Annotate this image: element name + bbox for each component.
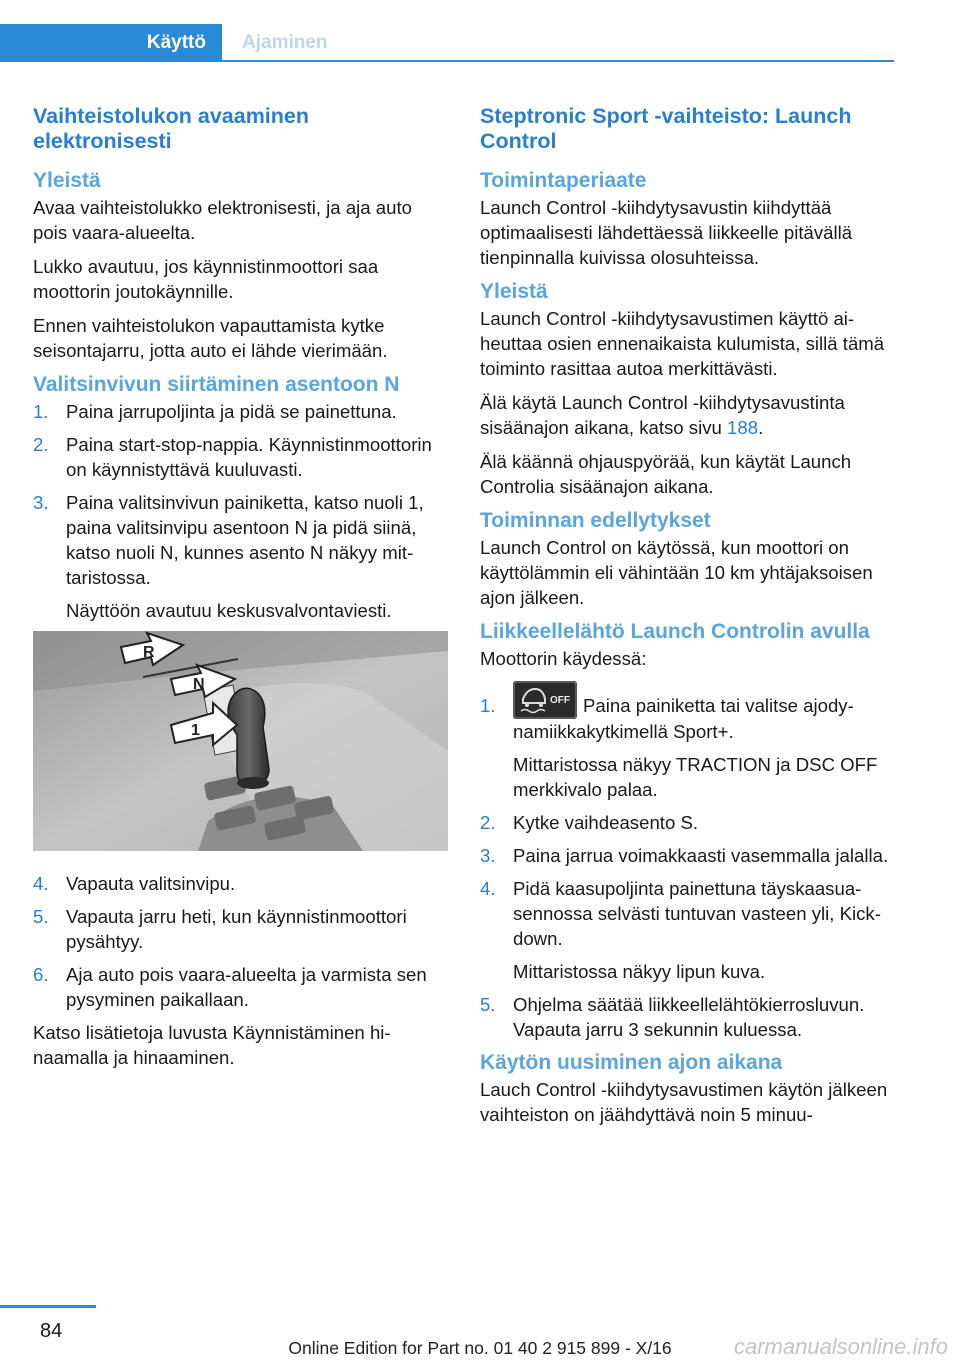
text: Älä käytä Launch Control -kiihdytysavustinta sisäänajon aikana, katso sivu <box>480 392 845 438</box>
list-item <box>480 843 895 868</box>
steps-list-a <box>33 399 450 623</box>
text: . <box>758 417 764 438</box>
step-number: 2. <box>33 434 49 455</box>
list-item <box>33 399 450 424</box>
paragraph: Lukko avautuu, jos käynnistinmoottori saa moottorin joutokäynnille. <box>33 256 379 302</box>
subheading-conditions: Toiminnan edellytykset <box>480 509 711 532</box>
footer-divider <box>0 1305 96 1308</box>
tab-ajaminen[interactable]: Ajaminen <box>242 32 328 53</box>
step-number: 3. <box>33 492 49 513</box>
paragraph: Launch Control on käytössä, kun moottori on käyttölämmin eli vähintään 10 km yhtäjaksoisen ajon jälkeen. <box>480 537 873 608</box>
dsc-icon-label: OFF <box>550 695 570 707</box>
paragraph: Lauch Control -kiihdytysavustimen käytön jälkeen vaihteiston on jäähdyttävä noin 5 minuu- <box>480 1079 888 1126</box>
step-text: Vapauta jarru heti, kun käynnistinmoottori pysähtyy. <box>66 906 407 952</box>
step-text: Pidä kaasupoljinta painettuna täyskaasuasennossa selvästi tuntuvan vasteen yli, Kick-down. <box>513 878 881 950</box>
paragraph: Launch Control -kiihdytysavustimen käyttö aiheuttaa osien ennenaikaista kulumista, sillä tämä toiminto rasittaa autoa merkittävästi. <box>480 308 885 379</box>
list-item <box>33 432 450 482</box>
step-number: 4. <box>480 878 496 900</box>
edition-note: Online Edition for Part no. 01 40 2 915 899 - X/16 <box>288 1338 672 1358</box>
step-note: Näyttöön avautuu keskusvalvontaviesti. <box>66 600 392 621</box>
step-text: Kytke vaihdeasento S. <box>513 812 699 834</box>
list-item <box>33 904 450 954</box>
paragraph: Katso lisätietoja luvusta Käynnistäminen hinaamalla ja hinaaminen. <box>33 1022 391 1068</box>
paragraph: Avaa vaihteistolukko elektronisesti, ja aja auto pois vaara-alueelta. <box>33 197 412 243</box>
paragraph: Launch Control -kiihdytysavustin kiihdyttää optimaalisesti lähdettäessä liikkeelle pitävällä tienpinnalla kuivissa olosuhteissa. <box>480 197 853 268</box>
step-number: 3. <box>480 845 496 867</box>
header-divider <box>222 60 894 62</box>
list-item <box>33 490 450 623</box>
step-number: 5. <box>480 994 496 1016</box>
step-number: 2. <box>480 812 496 834</box>
page-number: 84 <box>40 1320 63 1342</box>
label-n: N <box>193 676 205 693</box>
step-text: Vapauta valitsinvipu. <box>66 873 236 894</box>
subheading-principle: Toimintaperiaate <box>480 169 647 192</box>
step-number: 4. <box>33 873 49 894</box>
subheading-move-to-n: Valitsinvivun siirtäminen asentoon N <box>33 373 400 396</box>
step-note: Mittaristossa näkyy TRACTION ja DSC OFF merkkivalo palaa. <box>513 754 878 801</box>
header-bar <box>0 0 960 64</box>
gear-selector-illustration <box>33 631 448 851</box>
step-note: Mittaristossa näkyy lipun kuva. <box>513 961 766 983</box>
list-item <box>33 871 450 896</box>
list-item <box>480 693 895 802</box>
section-title-launch-control: Steptronic Sport -vaihteisto: Launch Control <box>480 104 852 153</box>
paragraph: Moottorin käydessä: <box>480 648 647 669</box>
gear-selector-image <box>33 631 448 851</box>
step-number: 1. <box>33 401 49 422</box>
step-number: 6. <box>33 964 49 985</box>
list-item <box>480 876 895 984</box>
section-title-gear-lock: Vaihteistolukon avaaminen elektronisesti <box>33 104 310 153</box>
steps-list-launch <box>480 693 895 1042</box>
right-column <box>480 104 895 1136</box>
steps-list-b <box>33 871 450 1012</box>
label-1: 1 <box>191 722 200 739</box>
left-column <box>33 104 450 1079</box>
dsc-off-button-icon <box>513 681 577 719</box>
page-link[interactable]: 188 <box>727 417 759 438</box>
step-text: Aja auto pois vaara-alueelta ja varmista sen pysyminen paikallaan. <box>66 964 427 1010</box>
subheading-general: Yleistä <box>480 280 548 303</box>
paragraph: Ennen vaihteistolukon vapauttamista kytke seisontajarru, jotta auto ei lähde vierimään. <box>33 315 388 361</box>
list-item <box>33 962 450 1012</box>
paragraph: Älä käännä ohjauspyörää, kun käytät Launch Controlia sisäänajon aikana. <box>480 451 852 497</box>
step-text: Paina start-stop-nappia. Käynnistinmoottorin on käynnistyttävä kuuluvasti. <box>66 434 432 480</box>
paragraph <box>480 390 895 440</box>
watermark: carmanualsonline.info <box>733 1334 948 1359</box>
step-number: 5. <box>33 906 49 927</box>
step-text: Ohjelma säätää liikkeellelähtökierrosluvun. Vapauta jarru 3 sekunnin kuluessa. <box>513 994 865 1041</box>
step-text: Paina painiketta tai valitse ajodynamiikkakytkimellä Sport+. <box>513 695 854 743</box>
step-number: 1. <box>480 695 496 716</box>
subheading-general: Yleistä <box>33 169 101 192</box>
subheading-launch-start: Liikkeellelähtö Launch Controlin avulla <box>480 620 870 643</box>
step-text: Paina jarrupoljinta ja pidä se painettuna. <box>66 401 397 422</box>
label-r: R <box>143 644 155 661</box>
list-item <box>480 810 895 835</box>
subheading-repeat: Käytön uusiminen ajon aikana <box>480 1051 783 1075</box>
list-item <box>480 992 895 1042</box>
tab-kaytto[interactable]: Käyttö <box>0 24 222 62</box>
step-text: Paina valitsinvivun painiketta, katso nuoli 1, paina valitsinvipu asentoon N ja pidä siinä, katso nuoli N, kunnes asento N näkyy mittaristossa. <box>66 492 424 588</box>
step-text: Paina jarrua voimakkaasti vasemmalla jalalla. <box>513 845 889 867</box>
